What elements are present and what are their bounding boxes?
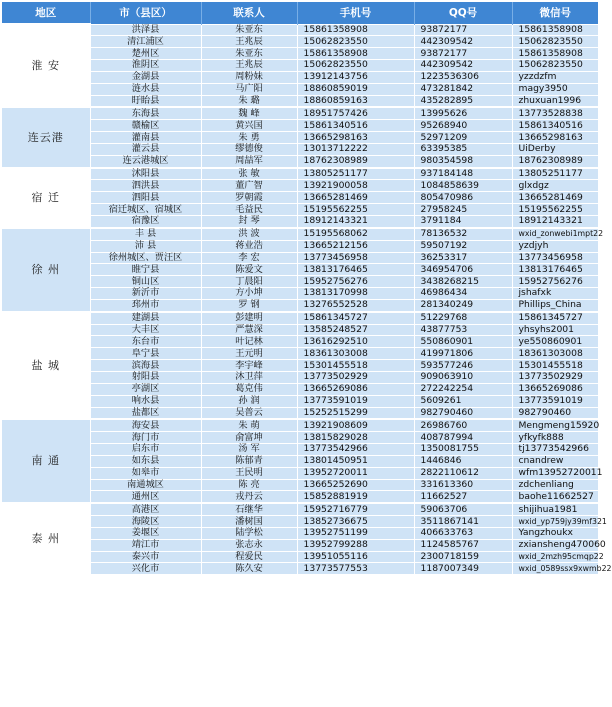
table-row (2, 539, 598, 551)
wechat-cell: 15861340516 (512, 120, 598, 132)
city-cell: 建湖县 (90, 312, 201, 324)
qq-cell: 3791184 (414, 216, 512, 228)
table-row (2, 336, 598, 348)
contact-cell: 毛益民 (201, 204, 297, 216)
phone-cell: 13951055116 (297, 551, 414, 563)
contact-cell: 周粉妹 (201, 71, 297, 83)
contact-cell: 丁晨阳 (201, 276, 297, 288)
phone-cell: 13813176465 (297, 264, 414, 276)
table-row (2, 216, 598, 228)
wechat-cell: 15062823550 (512, 60, 598, 72)
qq-cell: 3438268215 (414, 276, 512, 288)
table-row (2, 192, 598, 204)
qq-cell: 93872177 (414, 48, 512, 60)
phone-cell: 18361303008 (297, 348, 414, 360)
qq-cell: 13995626 (414, 107, 512, 119)
qq-cell: 5609261 (414, 395, 512, 407)
contact-cell: 董广智 (201, 180, 297, 192)
wechat-cell: 15861358908 (512, 24, 598, 36)
city-cell: 兴化市 (90, 563, 201, 574)
table-row (2, 24, 598, 36)
wechat-cell: wfm13952720011 (512, 467, 598, 479)
qq-cell: 982790460 (414, 407, 512, 419)
table-row (2, 120, 598, 132)
qq-cell: 1446846 (414, 455, 512, 467)
phone-cell: 18762308989 (297, 155, 414, 167)
qq-cell: 1124585767 (414, 539, 512, 551)
contact-cell: 罗 钢 (201, 299, 297, 311)
contact-cell: 缪德俊 (201, 143, 297, 155)
phone-cell: 13921908609 (297, 419, 414, 431)
wechat-cell: 982790460 (512, 407, 598, 419)
table-row (2, 204, 598, 216)
phone-cell: 13665212156 (297, 240, 414, 252)
city-cell: 如东县 (90, 455, 201, 467)
table-row (2, 168, 598, 180)
wechat-cell: 13773502929 (512, 371, 598, 383)
contact-cell: 戎丹云 (201, 491, 297, 503)
city-cell: 泗阳县 (90, 192, 201, 204)
wechat-cell: jshafxk (512, 288, 598, 300)
contact-cell: 葛克伟 (201, 383, 297, 395)
contact-cell: 罗朝霞 (201, 192, 297, 204)
wechat-cell: Phillips_China (512, 299, 598, 311)
header-phone: 手机号 (297, 2, 414, 24)
qq-cell: 442309542 (414, 60, 512, 72)
phone-cell: 13921900058 (297, 180, 414, 192)
table-row (2, 348, 598, 360)
phone-cell: 13665269086 (297, 383, 414, 395)
contact-cell: 陈爱文 (201, 264, 297, 276)
city-cell: 射阳县 (90, 371, 201, 383)
city-cell: 金湖县 (90, 71, 201, 83)
phone-cell: 13665252690 (297, 479, 414, 491)
table-body (2, 23, 612, 574)
region-cell: 南 通 (2, 419, 90, 503)
contact-cell: 王元明 (201, 348, 297, 360)
table-row (2, 407, 598, 419)
contact-cell: 潘树国 (201, 516, 297, 528)
city-cell: 铜山区 (90, 276, 201, 288)
city-cell: 连云港城区 (90, 155, 201, 167)
table-row (2, 107, 598, 119)
phone-cell: 15861358908 (297, 48, 414, 60)
table-row (2, 240, 598, 252)
city-cell: 如皋市 (90, 467, 201, 479)
phone-cell: 15852881919 (297, 491, 414, 503)
city-cell: 海门市 (90, 432, 201, 444)
qq-cell: 46986434 (414, 288, 512, 300)
table-row (2, 371, 598, 383)
table-row (2, 444, 598, 456)
wechat-cell: yfkyfk888 (512, 432, 598, 444)
contact-cell: 周喆军 (201, 155, 297, 167)
header-contact: 联系人 (201, 2, 297, 24)
contact-cell: 黄兴国 (201, 120, 297, 132)
contact-cell: 俞富坤 (201, 432, 297, 444)
city-cell: 盱眙县 (90, 95, 201, 107)
phone-cell: 13013712222 (297, 143, 414, 155)
contact-cell: 汤 军 (201, 444, 297, 456)
city-cell: 高港区 (90, 503, 201, 515)
phone-cell: 13912143756 (297, 71, 414, 83)
qq-cell: 346954706 (414, 264, 512, 276)
phone-cell: 13665298163 (297, 132, 414, 144)
phone-cell: 18912143321 (297, 216, 414, 228)
contact-cell: 陆学松 (201, 527, 297, 539)
qq-cell: 2822110612 (414, 467, 512, 479)
qq-cell: 63395385 (414, 143, 512, 155)
city-cell: 徐州城区、贾汪区 (90, 252, 201, 264)
wechat-cell: yzzdzfm (512, 71, 598, 83)
city-cell: 东海县 (90, 107, 201, 119)
table-row (2, 527, 598, 539)
city-cell: 泗洪县 (90, 180, 201, 192)
city-cell: 沛 县 (90, 240, 201, 252)
contact-cell: 陈郁青 (201, 455, 297, 467)
contact-cell: 马广阳 (201, 83, 297, 95)
table-row (2, 132, 598, 144)
wechat-cell: 13773591019 (512, 395, 598, 407)
contact-cell: 陈久安 (201, 563, 297, 574)
phone-cell: 13773456958 (297, 252, 414, 264)
table-row (2, 288, 598, 300)
table-row (2, 252, 598, 264)
table-row (2, 312, 598, 324)
table-row (2, 276, 598, 288)
qq-cell: 435282895 (414, 95, 512, 107)
wechat-cell: 15861358908 (512, 48, 598, 60)
phone-cell: 15062823550 (297, 36, 414, 48)
phone-cell: 15062823550 (297, 60, 414, 72)
table-row (2, 503, 598, 515)
phone-cell: 13773577553 (297, 563, 414, 574)
contact-cell: 张志永 (201, 539, 297, 551)
header-qq: QQ号 (414, 2, 512, 24)
phone-cell: 15252515299 (297, 407, 414, 419)
table-row (2, 479, 598, 491)
region-cell: 泰 州 (2, 503, 90, 574)
city-cell: 邳州市 (90, 299, 201, 311)
contact-cell: 朱亚东 (201, 24, 297, 36)
phone-cell: 13815829028 (297, 432, 414, 444)
phone-cell: 18860859019 (297, 83, 414, 95)
qq-cell: 59063706 (414, 503, 512, 515)
region-cell: 连云港 (2, 107, 90, 167)
phone-cell: 15861358908 (297, 24, 414, 36)
table-row (2, 83, 598, 95)
table-row (2, 360, 598, 372)
contact-cell: 封 琴 (201, 216, 297, 228)
contact-cell: 方小坤 (201, 288, 297, 300)
qq-cell: 1187007349 (414, 563, 512, 574)
city-cell: 启东市 (90, 444, 201, 456)
phone-cell: 13852736675 (297, 516, 414, 528)
phone-cell: 18860859163 (297, 95, 414, 107)
phone-cell: 13585248527 (297, 324, 414, 336)
phone-cell: 13952720011 (297, 467, 414, 479)
city-cell: 盐都区 (90, 407, 201, 419)
phone-cell: 15195562255 (297, 204, 414, 216)
wechat-cell: shijihua1981 (512, 503, 598, 515)
qq-cell: 473281842 (414, 83, 512, 95)
contact-cell: 张 敏 (201, 168, 297, 180)
contact-cell: 朱 璐 (201, 95, 297, 107)
qq-cell: 408787994 (414, 432, 512, 444)
contact-cell: 朱亚东 (201, 48, 297, 60)
wechat-cell: zdchenliang (512, 479, 598, 491)
phone-cell: 15861340516 (297, 120, 414, 132)
city-cell: 沭阳县 (90, 168, 201, 180)
city-cell: 宿迁城区、宿城区 (90, 204, 201, 216)
city-cell: 楚州区 (90, 48, 201, 60)
phone-cell: 13801450951 (297, 455, 414, 467)
wechat-cell: yhsyhs2001 (512, 324, 598, 336)
table-row (2, 383, 598, 395)
phone-cell: 15952756276 (297, 276, 414, 288)
contact-cell: 沐卫萍 (201, 371, 297, 383)
phone-cell: 13773542966 (297, 444, 414, 456)
wechat-cell: cnandrew (512, 455, 598, 467)
region-cell: 徐 州 (2, 228, 90, 312)
qq-cell: 27958245 (414, 204, 512, 216)
city-cell: 阜宁县 (90, 348, 201, 360)
qq-cell: 281340249 (414, 299, 512, 311)
qq-cell: 419971806 (414, 348, 512, 360)
wechat-cell: 15062823550 (512, 36, 598, 48)
phone-cell: 13813170998 (297, 288, 414, 300)
wechat-cell: 18912143321 (512, 216, 598, 228)
table-row (2, 299, 598, 311)
phone-cell: 13952751199 (297, 527, 414, 539)
city-cell: 涟水县 (90, 83, 201, 95)
wechat-cell: 18361303008 (512, 348, 598, 360)
qq-cell: 43877753 (414, 324, 512, 336)
contact-cell: 孙 润 (201, 395, 297, 407)
phone-cell: 13616292510 (297, 336, 414, 348)
wechat-cell: 13773456958 (512, 252, 598, 264)
qq-cell: 78136532 (414, 228, 512, 240)
contact-table (2, 2, 612, 574)
header-region: 地区 (2, 2, 90, 24)
wechat-cell: yzdjyh (512, 240, 598, 252)
city-cell: 睢宁县 (90, 264, 201, 276)
contact-cell: 朱 萌 (201, 419, 297, 431)
contact-cell: 李宇峰 (201, 360, 297, 372)
region-cell: 盐 城 (2, 312, 90, 420)
wechat-cell: baohe11662527 (512, 491, 598, 503)
city-cell: 姜堰区 (90, 527, 201, 539)
table-row (2, 563, 598, 574)
table-row (2, 60, 598, 72)
wechat-cell: ye550860901 (512, 336, 598, 348)
qq-cell: 937184148 (414, 168, 512, 180)
region-cell: 淮 安 (2, 24, 90, 107)
wechat-cell: zxiansheng470060 (512, 539, 598, 551)
table-row (2, 467, 598, 479)
contact-cell: 蒋业浩 (201, 240, 297, 252)
qq-cell: 805470986 (414, 192, 512, 204)
city-cell: 清江浦区 (90, 36, 201, 48)
table-row (2, 264, 598, 276)
qq-cell: 95268940 (414, 120, 512, 132)
table-row (2, 324, 598, 336)
city-cell: 赣榆区 (90, 120, 201, 132)
phone-cell: 15301455518 (297, 360, 414, 372)
phone-cell: 13773591019 (297, 395, 414, 407)
wechat-cell: 13805251177 (512, 168, 598, 180)
phone-cell: 13773502929 (297, 371, 414, 383)
qq-cell: 3511867141 (414, 516, 512, 528)
city-cell: 灌南县 (90, 132, 201, 144)
qq-cell: 331613360 (414, 479, 512, 491)
table-row (2, 432, 598, 444)
table-row (2, 180, 598, 192)
phone-cell: 13952799288 (297, 539, 414, 551)
table-row (2, 95, 598, 107)
wechat-cell: 15861345727 (512, 312, 598, 324)
contact-cell: 严慧深 (201, 324, 297, 336)
qq-cell: 51229768 (414, 312, 512, 324)
table-row (2, 516, 598, 528)
phone-cell: 15195568062 (297, 228, 414, 240)
qq-cell: 93872177 (414, 24, 512, 36)
city-cell: 靖江市 (90, 539, 201, 551)
contact-cell: 石继华 (201, 503, 297, 515)
city-cell: 南通城区 (90, 479, 201, 491)
phone-cell: 15952716779 (297, 503, 414, 515)
table-row (2, 36, 598, 48)
contact-table-container (2, 2, 612, 574)
qq-cell: 442309542 (414, 36, 512, 48)
city-cell: 滨海县 (90, 360, 201, 372)
city-cell: 大丰区 (90, 324, 201, 336)
city-cell: 东台市 (90, 336, 201, 348)
contact-cell: 王民明 (201, 467, 297, 479)
table-row (2, 395, 598, 407)
wechat-cell: Mengmeng15920 (512, 419, 598, 431)
wechat-cell: UiDerby (512, 143, 598, 155)
phone-cell: 18951757426 (297, 107, 414, 119)
region-cell: 宿 迁 (2, 168, 90, 228)
wechat-cell: 13665298163 (512, 132, 598, 144)
contact-cell: 王兆辰 (201, 36, 297, 48)
contact-cell: 彭建明 (201, 312, 297, 324)
contact-cell: 程爱民 (201, 551, 297, 563)
city-cell: 洪泽县 (90, 24, 201, 36)
table-row (2, 551, 598, 563)
qq-cell: 593577246 (414, 360, 512, 372)
phone-cell: 13805251177 (297, 168, 414, 180)
wechat-cell: wxid_zonwebi1mpt22 (512, 228, 598, 240)
table-row (2, 143, 598, 155)
phone-cell: 13665281469 (297, 192, 414, 204)
phone-cell: 13276552528 (297, 299, 414, 311)
qq-cell: 59507192 (414, 240, 512, 252)
wechat-cell: wxid_2mzh95cmqp22 (512, 551, 598, 563)
contact-cell: 李 宏 (201, 252, 297, 264)
qq-cell: 11662527 (414, 491, 512, 503)
wechat-cell: glxdgz (512, 180, 598, 192)
qq-cell: 52971209 (414, 132, 512, 144)
city-cell: 灌云县 (90, 143, 201, 155)
contact-cell: 朱 勇 (201, 132, 297, 144)
wechat-cell: wxid_0589ssx9xwmb22 (512, 563, 598, 574)
table-row (2, 491, 598, 503)
contact-cell: 王兆辰 (201, 60, 297, 72)
qq-cell: 980354598 (414, 155, 512, 167)
contact-cell: 洪 波 (201, 228, 297, 240)
city-cell: 通州区 (90, 491, 201, 503)
wechat-cell: 15952756276 (512, 276, 598, 288)
wechat-cell: 13665269086 (512, 383, 598, 395)
header-row (2, 2, 598, 24)
city-cell: 宿豫区 (90, 216, 201, 228)
header-city: 市（县区） (90, 2, 201, 24)
wechat-cell: 18762308989 (512, 155, 598, 167)
table-row (2, 155, 598, 167)
city-cell: 响水县 (90, 395, 201, 407)
contact-cell: 吴普云 (201, 407, 297, 419)
contact-cell: 陈 亮 (201, 479, 297, 491)
city-cell: 泰兴市 (90, 551, 201, 563)
city-cell: 海陵区 (90, 516, 201, 528)
city-cell: 丰 县 (90, 228, 201, 240)
wechat-cell: Yangzhoukx (512, 527, 598, 539)
qq-cell: 36253317 (414, 252, 512, 264)
wechat-cell: zhuxuan1996 (512, 95, 598, 107)
wechat-cell: magy3950 (512, 83, 598, 95)
contact-cell: 魏 峰 (201, 107, 297, 119)
city-cell: 亭湖区 (90, 383, 201, 395)
wechat-cell: wxid_yp759jy39mf321 (512, 516, 598, 528)
table-row (2, 419, 598, 431)
city-cell: 淮阴区 (90, 60, 201, 72)
phone-cell: 15861345727 (297, 312, 414, 324)
wechat-cell: tj13773542966 (512, 444, 598, 456)
qq-cell: 1350081755 (414, 444, 512, 456)
wechat-cell: 15195562255 (512, 204, 598, 216)
table-row (2, 228, 598, 240)
qq-cell: 2300718159 (414, 551, 512, 563)
contact-cell: 叶记林 (201, 336, 297, 348)
qq-cell: 1084858639 (414, 180, 512, 192)
city-cell: 新沂市 (90, 288, 201, 300)
table-row (2, 455, 598, 467)
qq-cell: 550860901 (414, 336, 512, 348)
qq-cell: 909063910 (414, 371, 512, 383)
wechat-cell: 13813176465 (512, 264, 598, 276)
qq-cell: 1223536306 (414, 71, 512, 83)
wechat-cell: 13665281469 (512, 192, 598, 204)
qq-cell: 26986760 (414, 419, 512, 431)
qq-cell: 406633763 (414, 527, 512, 539)
city-cell: 海安县 (90, 419, 201, 431)
table-row (2, 48, 598, 60)
wechat-cell: 15301455518 (512, 360, 598, 372)
header-wechat: 微信号 (512, 2, 598, 24)
wechat-cell: 13773528838 (512, 107, 598, 119)
qq-cell: 272242254 (414, 383, 512, 395)
table-row (2, 71, 598, 83)
